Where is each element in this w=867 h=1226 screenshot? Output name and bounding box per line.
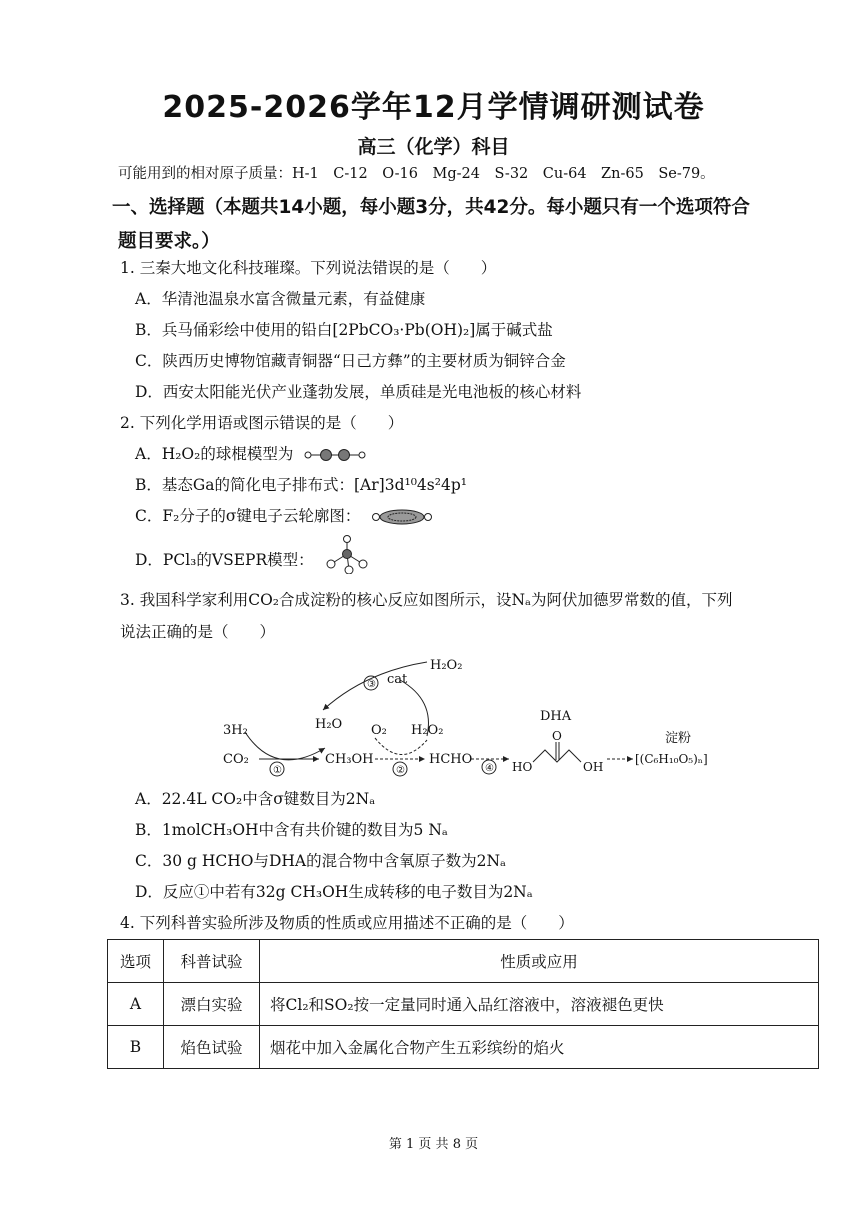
starch-synthesis-diagram [215,650,735,780]
q2-option-b: B．基态Ga的简化电子排布式：[Ar]3d¹⁰4s²4p¹ [135,476,467,494]
atomic-masses: 可能用到的相对原子质量：H-1 C-12 O-16 Mg-24 S-32 Cu-64 Zn-65 Se-79。 [118,166,715,182]
table-header-row [108,940,819,983]
label-co2: CO₂ [223,752,249,767]
table-header: 科普试验 [164,940,260,983]
table-cell: 烟花中加入金属化合物产生五彩缤纷的焰火 [260,1026,819,1069]
q1-option-c: C．陕西历史博物馆藏青铜器“日己方彝”的主要材质为铜锌合金 [135,352,566,370]
table-cell: 焰色试验 [164,1026,260,1069]
page-footer: 第 1 页 共 8 页 [388,1137,479,1152]
section-heading: 一、选择题（本题共14小题，每小题3分，共42分。每小题只有一个选项符合 [112,197,750,218]
table-cell: 漂白实验 [164,983,260,1026]
q1-option-d: D．西安太阳能光伏产业蓬勃发展，单质硅是光电池板的核心材料 [135,383,582,401]
q4-table [107,939,819,1069]
table-row [108,983,819,1026]
q2-option-d [135,548,371,574]
sigma-bond-cloud-icon [371,508,433,526]
pcl3-vsepr-model [325,534,371,574]
q2-option-c [135,506,433,526]
label-step1: ① [273,765,282,776]
label-dha-oh: OH [583,760,604,774]
table-header: 选项 [108,940,164,983]
q3-stem-line2: 说法正确的是（ ） [120,623,276,641]
q2-stem: 2. 下列化学用语或图示错误的是（ ） [120,414,404,432]
q2-option-d-text: D．PCl₃的VSEPR模型： [135,551,314,569]
label-step2: ② [396,765,405,776]
label-cat: cat [387,672,408,687]
q1-stem: 1. 三秦大地文化科技璀璨。下列说法错误的是（ ） [120,259,497,277]
label-hcho: HCHO [429,752,473,767]
label-starch: 淀粉 [665,731,692,746]
label-dha-ho: HO [512,760,533,774]
label-h2o2-mid: H₂O₂ [411,723,444,738]
label-3h2: 3H₂ [223,723,248,738]
exam-subtitle: 高三（化学）科目 [357,136,510,158]
q2-option-a [135,444,366,464]
label-step4: ④ [485,763,494,774]
label-dha: DHA [540,709,572,724]
table-header: 性质或应用 [260,940,819,983]
section-heading-cont: 题目要求。） [118,231,220,252]
q3-stem-line1: 3. 我国科学家利用CO₂合成淀粉的核心反应如图所示，设Nₐ为阿伏加德罗常数的值，下列 [120,591,733,609]
table-cell: 将Cl₂和SO₂按一定量同时通入品红溶液中，溶液褪色更快 [260,983,819,1026]
label-starch-formula: [(C₆H₁₀O₅)ₙ] [635,752,708,766]
label-h2o2-top: H₂O₂ [430,658,463,673]
label-dha-o: O [552,729,562,743]
table-row [108,1026,819,1069]
label-o2: O₂ [371,723,387,738]
q3-option-d: D．反应①中若有32g CH₃OH生成转移的电子数目为2Nₐ [135,883,533,901]
table-cell: B [108,1026,164,1069]
exam-title: 2025-2026学年12月学情调研测试卷 [162,90,705,125]
q3-option-b: B．1molCH₃OH中含有共价键的数目为5 Nₐ [135,821,448,839]
q3-option-c: C．30 g HCHO与DHA的混合物中含氧原子数为2Nₐ [135,852,507,870]
label-step3: ③ [367,679,376,690]
h2o2-ball-stick-model [304,447,366,463]
table-cell: A [108,983,164,1026]
label-ch3oh: CH₃OH [325,752,374,767]
q3-option-a: A．22.4L CO₂中含σ键数目为2Nₐ [135,790,376,808]
q2-option-a-text: A．H₂O₂的球棍模型为 [135,445,294,463]
q2-option-c-text: C．F₂分子的σ键电子云轮廓图： [135,507,361,525]
label-h2o: H₂O [315,717,343,732]
q1-option-b: B．兵马俑彩绘中使用的铅白[2PbCO₃·Pb(OH)₂]属于碱式盐 [135,321,553,339]
q4-stem: 4. 下列科普实验所涉及物质的性质或应用描述不正确的是（ ） [120,914,574,932]
q1-option-a: A．华清池温泉水富含微量元素，有益健康 [135,290,426,308]
